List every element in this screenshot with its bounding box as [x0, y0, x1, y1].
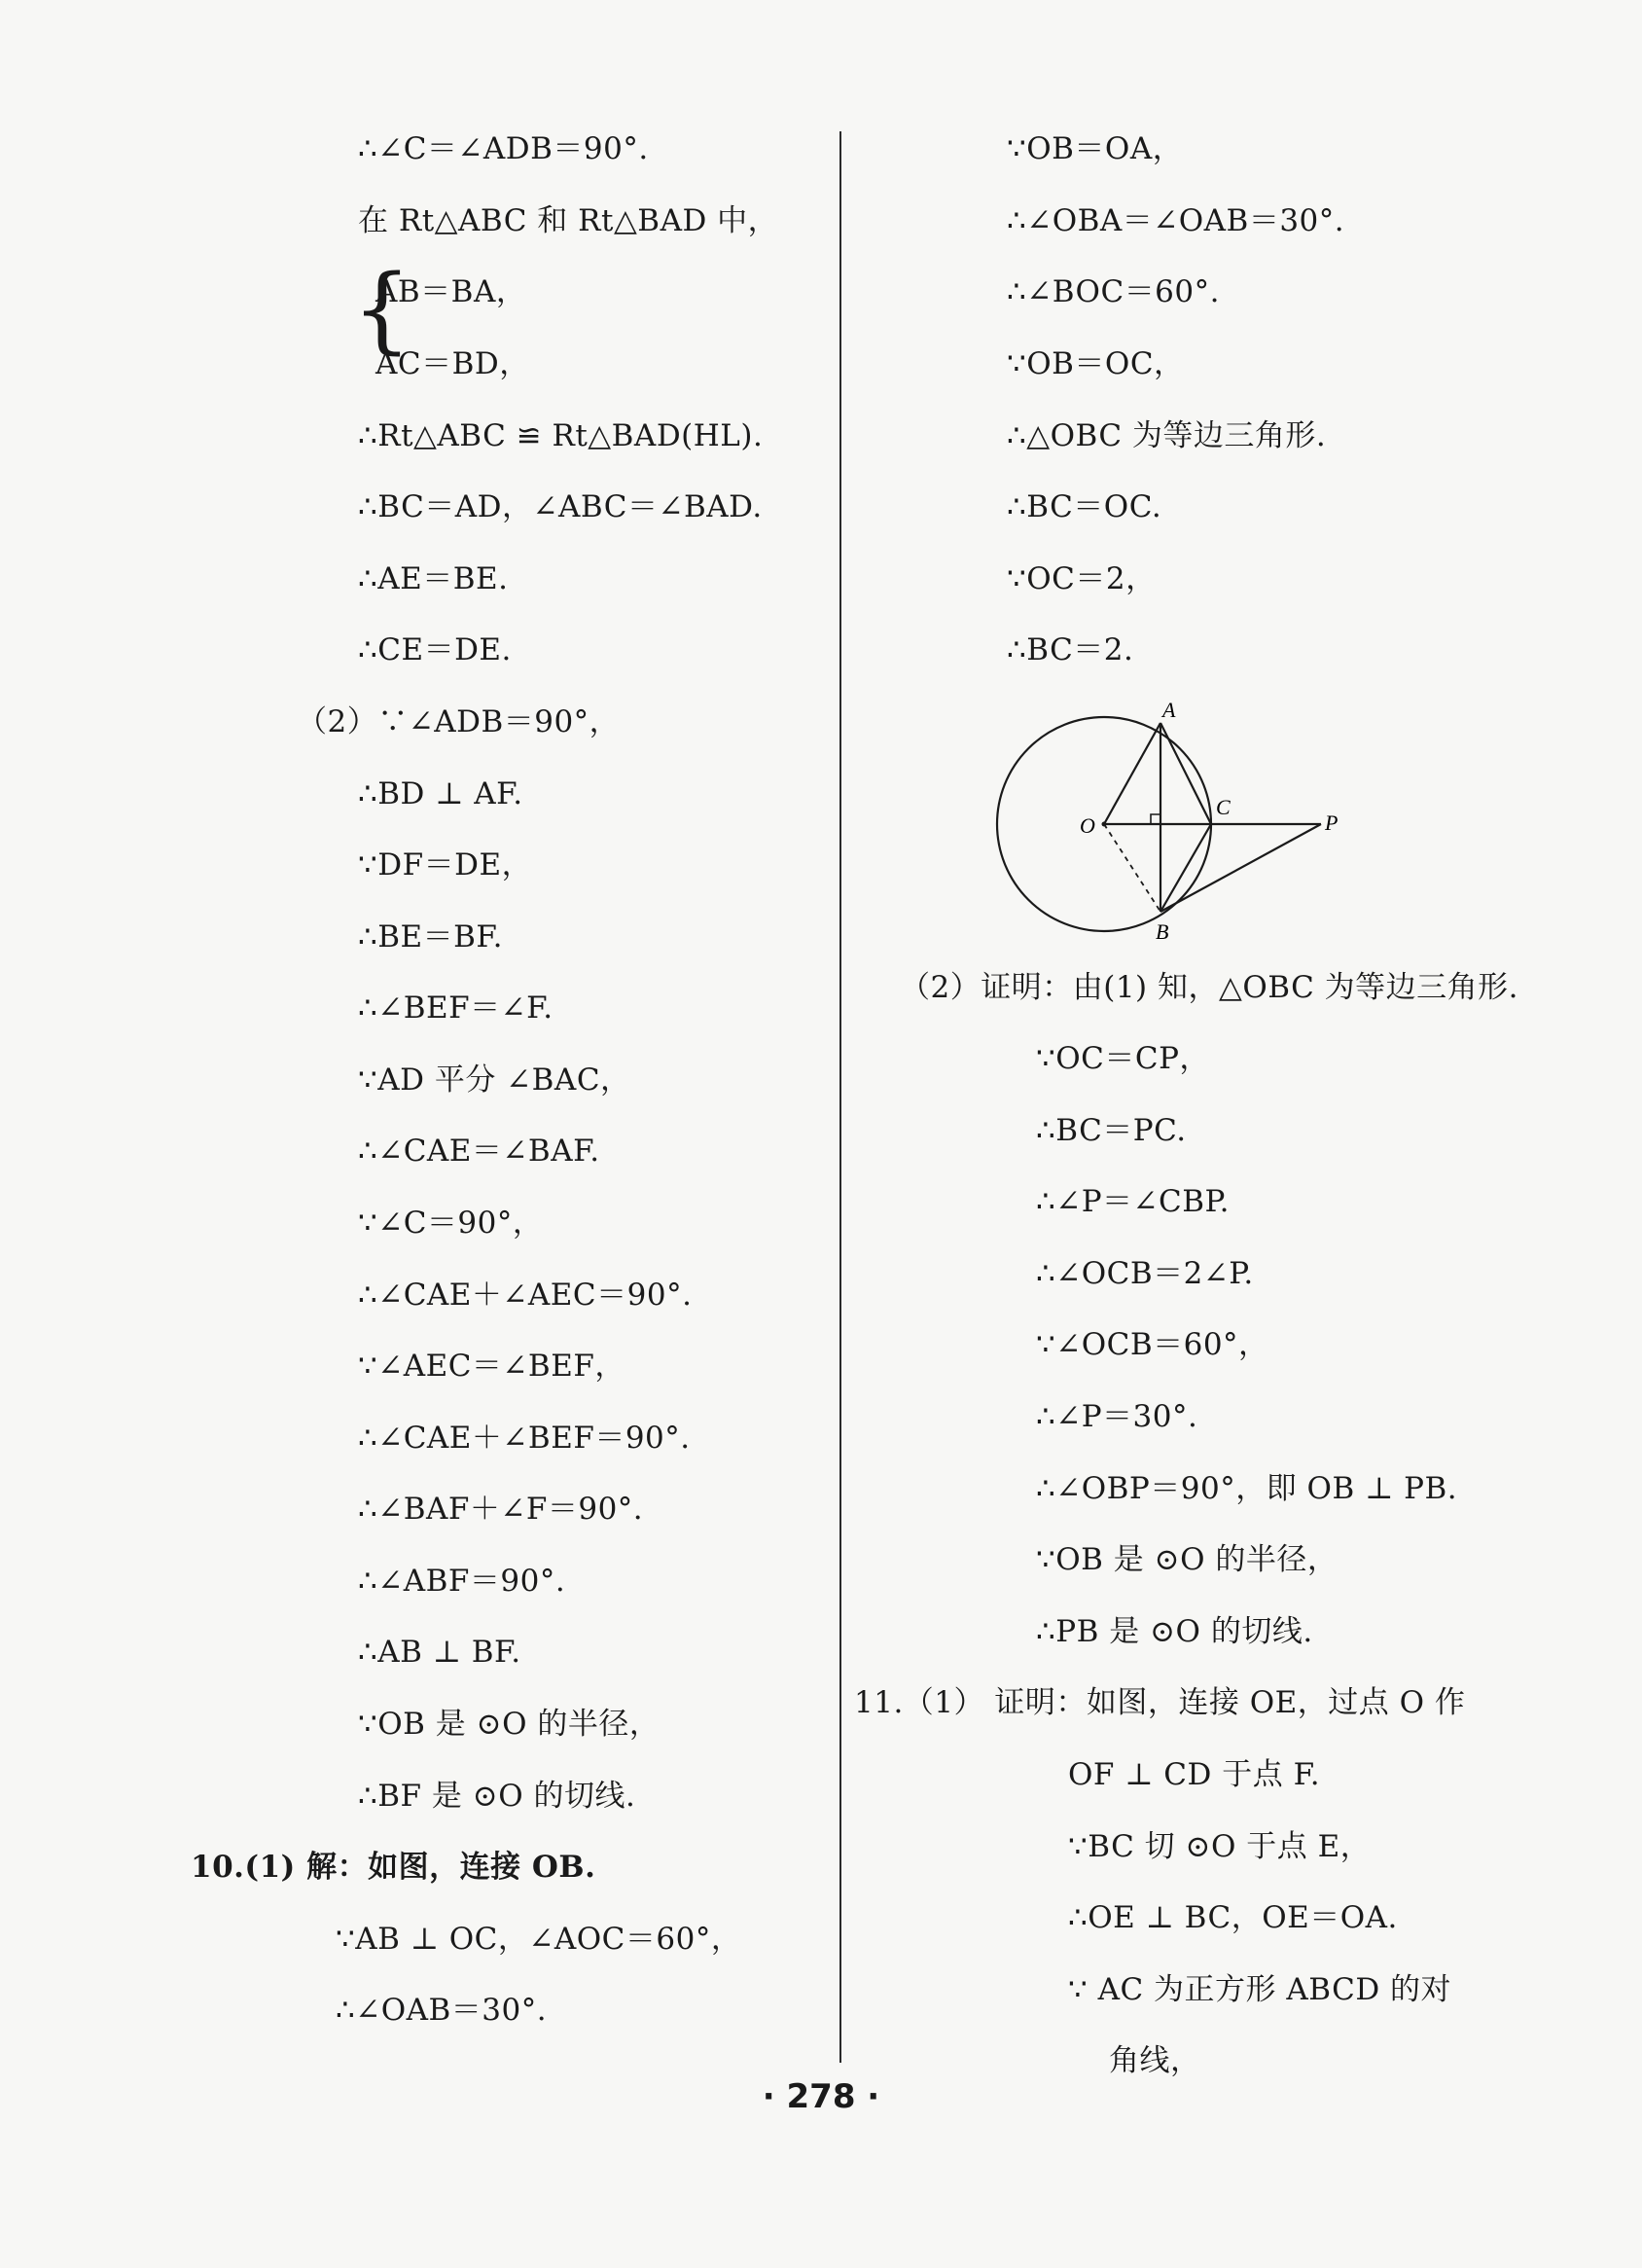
proof-line: ∴∠P＝∠CBP. [1036, 1184, 1230, 1219]
proof-line: ∴∠CAE＝∠BAF. [358, 1134, 600, 1169]
proof-line: AC＝BD， [375, 346, 530, 381]
proof-line: ∴BC＝2. [1007, 632, 1134, 667]
center-point [1102, 822, 1107, 827]
proof-line: ∴BC＝PC. [1036, 1113, 1187, 1148]
problem-heading: 11.（1） 证明：如图，连接 OE，过点 O 作 [854, 1685, 1466, 1720]
proof-line: ∴△OBC 为等边三角形. [1007, 418, 1327, 453]
proof-line: 在 Rt△ABC 和 Rt△BAD 中， [358, 203, 779, 238]
proof-line: ∵OC＝2， [1007, 561, 1157, 596]
proof-line: ∴∠CAE＋∠AEC＝90°. [358, 1278, 693, 1313]
proof-line: ∵OB＝OA， [1007, 131, 1184, 166]
segment-ac [1160, 723, 1211, 824]
proof-line: ∴BF 是 ⊙O 的切线. [358, 1779, 636, 1814]
proof-line: ∴∠ABF＝90°. [358, 1564, 566, 1599]
proof-line: ∴CE＝DE. [358, 632, 512, 667]
proof-line: ∵DF＝DE， [358, 847, 533, 882]
label-c: C [1216, 795, 1231, 819]
proof-line: ∵OB＝OC， [1007, 346, 1185, 381]
proof-line: ∵OB 是 ⊙O 的半径， [1036, 1542, 1339, 1577]
right-angle-mark [1151, 814, 1160, 824]
proof-line: ∴∠P＝30°. [1036, 1399, 1198, 1434]
proof-line: ∴∠BAF＋∠F＝90°. [358, 1492, 644, 1527]
proof-line: （2）证明：由(1) 知，△OBC 为等边三角形. [900, 970, 1519, 1005]
system-brace: { [352, 255, 412, 364]
proof-line: OF ⊥ CD 于点 F. [1068, 1757, 1321, 1792]
proof-line: ∵OC＝CP， [1036, 1041, 1210, 1076]
proof-line: ∵∠AEC＝∠BEF， [358, 1349, 625, 1384]
proof-line: ∵ AC 为正方形 ABCD 的对 [1068, 1972, 1452, 2007]
label-p: P [1325, 810, 1339, 835]
proof-line: ∴AE＝BE. [358, 561, 509, 596]
proof-line: ∴Rt△ABC ≌ Rt△BAD(HL). [358, 418, 764, 453]
proof-line: ∴∠OBP＝90°，即 OB ⊥ PB. [1036, 1471, 1458, 1506]
page-number: · 278 · [762, 2077, 880, 2116]
proof-line: ∵AD 平分 ∠BAC， [358, 1062, 631, 1098]
proof-line: ∴∠OAB＝30°. [336, 1993, 548, 2028]
proof-line: ∵AB ⊥ OC，∠AOC＝60°， [336, 1922, 742, 1957]
proof-line: ∴∠BEF＝∠F. [358, 990, 553, 1026]
proof-line: ∴BE＝BF. [358, 919, 503, 954]
problem-heading: 10.(1) 解：如图，连接 OB. [191, 1850, 596, 1885]
proof-line: ∴∠OBA＝∠OAB＝30°. [1007, 203, 1345, 238]
segment-ob-dashed [1104, 824, 1160, 912]
proof-line: ∴BC＝OC. [1007, 489, 1162, 524]
column-divider [839, 131, 841, 2063]
label-a: A [1162, 698, 1176, 722]
proof-line: ∴AB ⊥ BF. [358, 1635, 521, 1670]
circle-tangent-figure [982, 696, 1372, 949]
proof-line: ∴OE ⊥ BC，OE＝OA. [1068, 1900, 1398, 1935]
label-o: O [1080, 813, 1095, 838]
label-b: B [1156, 919, 1169, 944]
segment-oa [1104, 723, 1160, 824]
proof-line: ∴PB 是 ⊙O 的切线. [1036, 1614, 1313, 1649]
proof-line: ∵∠C＝90°， [358, 1206, 544, 1241]
proof-line: ∴BC＝AD，∠ABC＝∠BAD. [358, 489, 763, 524]
proof-line: AB＝BA， [375, 274, 527, 309]
proof-line: （2）∵∠ADB＝90°， [297, 704, 621, 739]
proof-line: ∴BD ⊥ AF. [358, 776, 523, 811]
proof-line: ∴∠CAE＋∠BEF＝90°. [358, 1421, 691, 1456]
proof-line: ∵∠OCB＝60°， [1036, 1327, 1269, 1362]
proof-line: ∴∠BOC＝60°. [1007, 274, 1220, 309]
proof-line: ∴∠OCB＝2∠P. [1036, 1256, 1254, 1291]
proof-line: ∵BC 切 ⊙O 于点 E， [1068, 1829, 1372, 1864]
proof-line: ∵OB 是 ⊙O 的半径， [358, 1707, 660, 1742]
proof-line: 角线， [1109, 2043, 1201, 2078]
proof-line: ∴∠C＝∠ADB＝90°. [358, 131, 649, 166]
